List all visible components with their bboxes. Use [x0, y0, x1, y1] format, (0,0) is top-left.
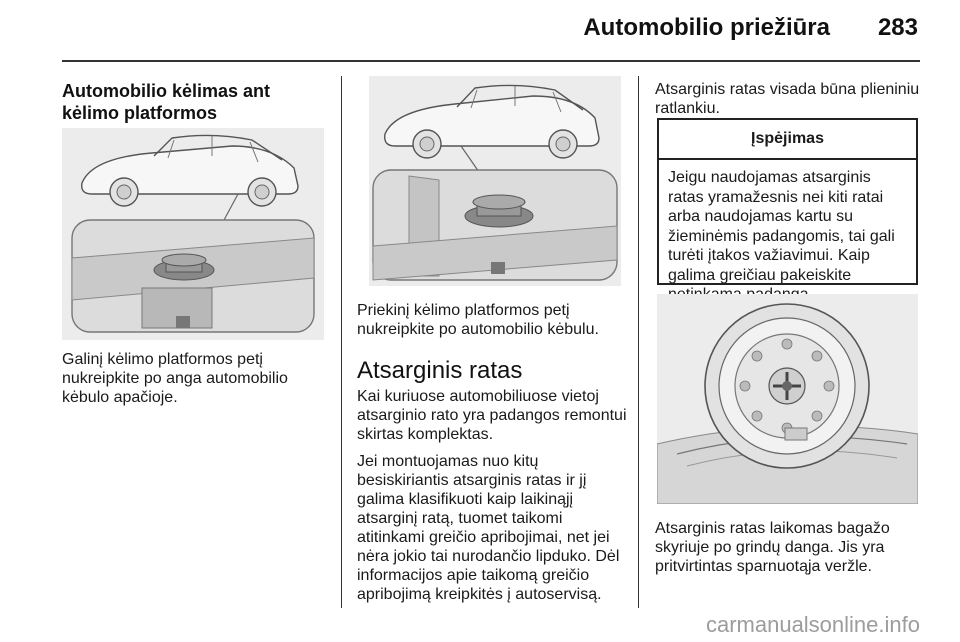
rear-lift-caption: Galinį kėlimo platformos petį nukreipkite po anga automobilio kėbulo apačioje.: [62, 351, 288, 406]
right-column-intro: [655, 80, 923, 118]
subheading-spare-wheel: Atsarginis ratas: [357, 357, 523, 384]
page-number: 283: [877, 14, 918, 41]
spare-wheel-paragraph-2: Jei montuojamas nuo kitų besiskiriantis atsarginis ratas ir jį galima klasifikuoti kaip laikinąjį atsarginį ratą, tuomet taikomi atitinkami greičio apribojimai, net jei nėra jokio tai nurodančio lipduko. Dėl informacijos apie taikomą greičio apribojimą kreipkitės į autoservisą.: [357, 453, 620, 603]
rear-lift-caption-block: [62, 350, 330, 407]
spare-wheel-caption-block: [655, 519, 923, 576]
left-column: [62, 80, 330, 124]
spare-wheel-figure: [657, 294, 918, 504]
warning-title: Įspėjimas: [659, 120, 916, 160]
header-rule: [62, 60, 920, 62]
car-front-lift-point-illustration-icon: [369, 76, 621, 286]
section-heading-lifting: Automobilio kėlimas ant kėlimo platformos: [62, 81, 271, 123]
front-lift-figure: [369, 76, 621, 286]
front-lift-caption: Priekinį kėlimo platformos petį nukreipkite po automobilio kėbulu.: [357, 302, 599, 338]
middle-column-text: [357, 301, 629, 604]
running-header-title: Automobilio priežiūra: [583, 14, 830, 41]
warning-text: Jeigu naudojamas atsarginis ratas yramažesnis nei kiti ratai arba naudojamas kartu su žieminėmis padangomis, tai gali turėti įtakos važiavimui. Kaip galima greičiau pakeiskite: [668, 169, 895, 284]
warning-box: [657, 118, 918, 285]
column-divider-right: [638, 76, 639, 608]
column-divider-left: [341, 76, 342, 608]
spare-wheel-intro: Atsarginis ratas visada būna plieniniu ratlankiu.: [655, 81, 920, 117]
car-rear-lift-point-illustration-icon: [62, 128, 324, 340]
watermark: carmanualsonline.info: [705, 612, 920, 637]
spare-wheel-paragraph-1: Kai kuriuose automobiliuose vietoj atsarginio rato yra padangos remontui skirtas komplektas.: [357, 388, 627, 443]
spare-wheel-in-trunk-illustration-icon: [657, 294, 918, 504]
rear-lift-figure: [62, 128, 324, 340]
spare-wheel-caption: Atsarginis ratas laikomas bagažo skyriuje po grindų danga. Jis yra pritvirtintas sparnuotąja veržle.: [655, 520, 890, 575]
